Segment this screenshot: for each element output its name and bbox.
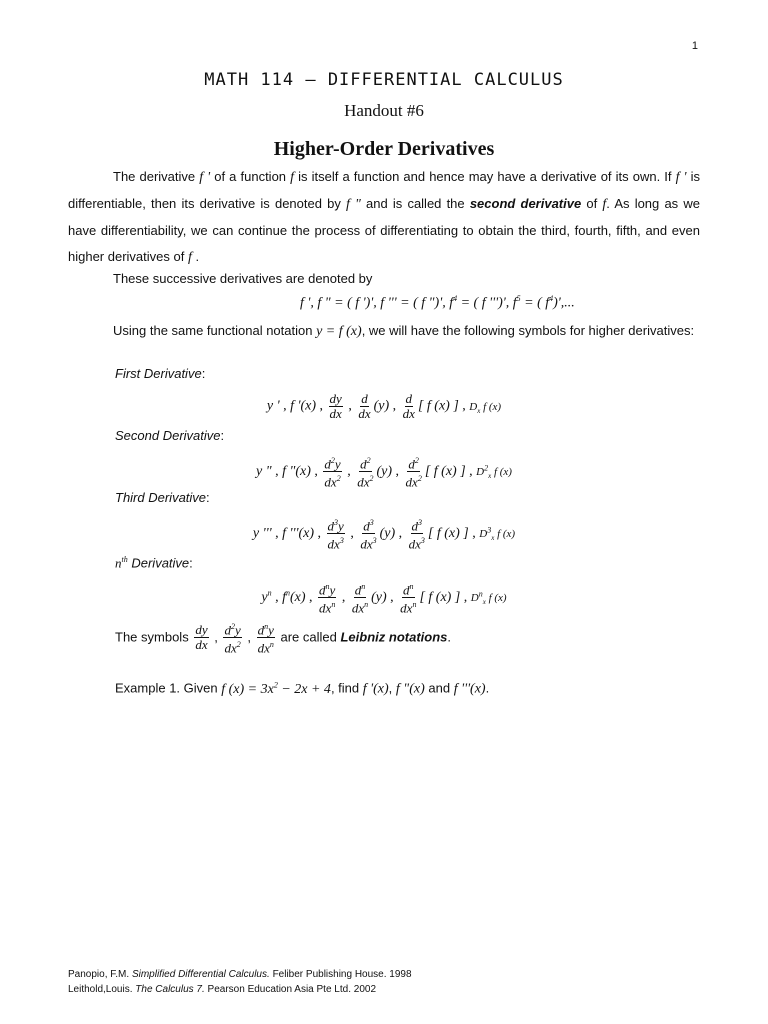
third-derivative-notations: y ''' , f '''(x) , $\frac{d^3y}{dx^3}$ , $\frac{d^3}{dx^3}$ (y) , $\frac{d^3}{dx^3}$ [ f (x) ] , $D^3_x$ f (x) — [252, 518, 516, 552]
second-derivative-term: second derivative — [469, 196, 582, 211]
first-derivative-notations: y ' , f '(x) , $\frac{dy}{dx}$ , $\frac{d}{dx}$ (y) , $\frac{d}{dx}$ [ f (x) ] , $D_x$ f (x) — [266, 391, 502, 421]
first-derivative-label: First Derivative: — [115, 366, 206, 381]
section-title: Higher-Order Derivatives — [273, 138, 495, 160]
reference-2: Leithold,Louis. The Calculus 7. Pearson Education Asia Pte Ltd. 2002 — [68, 984, 376, 995]
example-1: Example 1. Given f $(x) = 3x^2 - 2x + 4$, find f '(x), f "(x) and f '''(x). — [115, 680, 490, 697]
successive-text: These successive derivatives are denoted by — [113, 271, 373, 286]
handout-number: Handout #6 — [344, 101, 424, 120]
leibniz-term: Leibniz notations — [340, 629, 448, 645]
nth-derivative-label: $n^{th}$ Derivative: — [115, 555, 193, 571]
leibniz-sentence: The symbols $\frac{dy}{dx}$ , $\frac{d^2y}{dx^2}$ , $\frac{d^ny}{dx^n}$ are called Leibniz notations. — [115, 622, 451, 656]
second-derivative-label: Second Derivative: — [115, 428, 225, 443]
notation-paragraph: Using the same functional notation y = f (x), we will have the following symbols for higher derivatives: — [113, 323, 695, 339]
page-number: 1 — [691, 40, 698, 52]
third-derivative-label: Third Derivative: — [115, 490, 210, 505]
intro-paragraph: The derivative f ' of a function f is itself a function and hence may have a derivative of its own. If f ' is differentiable, then its derivative is denoted by f " and is called the second derivative of f. As long as we have differentiability, we can continue the process of differentiating to obtain the third, fourth, fifth, and even higher derivatives of f . — [68, 169, 700, 265]
reference-1: Panopio, F.M. Simplified Differential Calculus. Feliber Publishing House. 1998 — [68, 969, 412, 980]
second-derivative-notations: y " , f "(x) , $\frac{d^2y}{dx^2}$ , $\frac{d^2}{dx^2}$ (y) , $\frac{d^2}{dx^2}$ [ f (x) ] , $D^2_x$ f (x) — [256, 456, 512, 490]
nth-derivative-notations: $y^n$ , $f^n(x)$ , $\frac{d^ny}{dx^n}$ , $\frac{d^n}{dx^n}$ (y) , $\frac{d^n}{dx^n}$ [ f (x) ] , $D^n_x$ f (x) — [261, 582, 507, 616]
course-title: MATH 114 – DIFFERENTIAL CALCULUS — [204, 70, 564, 90]
derivative-sequence: f ', f " = ( f ')', f ''' = ( f ")', $f^4$ = ( f ''')', $f^5$ = ( $f^4)'$,... — [300, 294, 575, 311]
